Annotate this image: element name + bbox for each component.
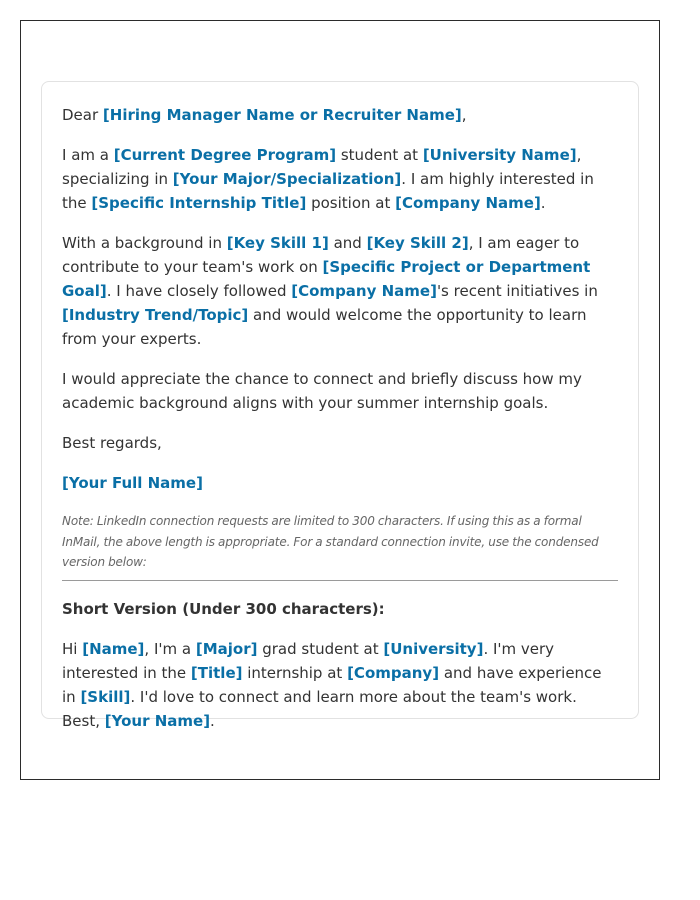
text: .: [210, 711, 215, 730]
company-placeholder: [Company Name]: [395, 194, 541, 212]
project-placeholder: [Specific Project or Department Goal]: [62, 258, 591, 300]
text: grad student at: [257, 639, 384, 658]
short-version-message: [62, 637, 618, 733]
text: and: [328, 234, 367, 252]
text: . I'd love to connect and learn more about the team's work. Best,: [62, 687, 577, 730]
text: With a background in: [62, 234, 227, 252]
skill-placeholder: [Skill]: [80, 687, 131, 706]
background-paragraph: [62, 231, 618, 351]
text: internship at: [242, 663, 348, 682]
skill-2-placeholder: [Key Skill 2]: [366, 234, 469, 252]
text: , specializing in: [62, 146, 582, 188]
request-paragraph: I would appreciate the chance to connect and briefly discuss how my academic background aligns with your summer internship goals.: [62, 370, 582, 412]
text: Hi: [62, 639, 83, 658]
text: . I'm very interested in the: [62, 639, 555, 682]
university-placeholder: [University]: [383, 639, 484, 658]
text: and would welcome the opportunity to learn from your experts.: [62, 306, 587, 348]
degree-program-placeholder: [Current Degree Program]: [113, 146, 337, 164]
text: , I am eager to contribute to your team's work on: [62, 234, 580, 276]
closing: Best regards,: [62, 434, 162, 452]
text: 's recent initiatives in: [436, 282, 598, 300]
your-name-placeholder: [Your Name]: [104, 711, 211, 730]
name-placeholder: [Name]: [82, 639, 145, 658]
company-placeholder: [Company]: [347, 663, 440, 682]
text: position at: [306, 194, 396, 212]
page-frame: [20, 20, 660, 780]
greeting-punct: ,: [461, 106, 467, 124]
greeting: [62, 103, 618, 127]
text: I am a: [62, 146, 114, 164]
character-limit-note: Note: LinkedIn connection requests are limited to 300 characters. If using this as a formal InMail, the above length is appropriate. For a standard connection invite, use the condensed version below:: [62, 511, 618, 581]
company-placeholder: [Company Name]: [291, 282, 437, 300]
internship-title-placeholder: [Specific Internship Title]: [91, 194, 307, 212]
major-placeholder: [Major]: [195, 639, 258, 658]
text: student at: [336, 146, 423, 164]
recipient-placeholder: [Hiring Manager Name or Recruiter Name]: [102, 106, 462, 124]
text: , I'm a: [144, 639, 196, 658]
university-placeholder: [University Name]: [422, 146, 577, 164]
message-card: [41, 81, 639, 730]
text: . I have closely followed: [106, 282, 292, 300]
text: and have experience in: [62, 663, 602, 706]
skill-1-placeholder: [Key Skill 1]: [226, 234, 329, 252]
industry-trend-placeholder: [Industry Trend/Topic]: [62, 306, 249, 324]
text: .: [540, 194, 546, 212]
text: . I am highly interested in the: [62, 170, 594, 212]
major-placeholder: [Your Major/Specialization]: [172, 170, 402, 188]
intro-paragraph: [62, 143, 618, 215]
short-version-heading: Short Version (Under 300 characters):: [62, 599, 385, 618]
title-placeholder: [Title]: [190, 663, 243, 682]
signature-placeholder: [Your Full Name]: [62, 474, 203, 492]
greeting-text: Dear: [62, 106, 103, 124]
